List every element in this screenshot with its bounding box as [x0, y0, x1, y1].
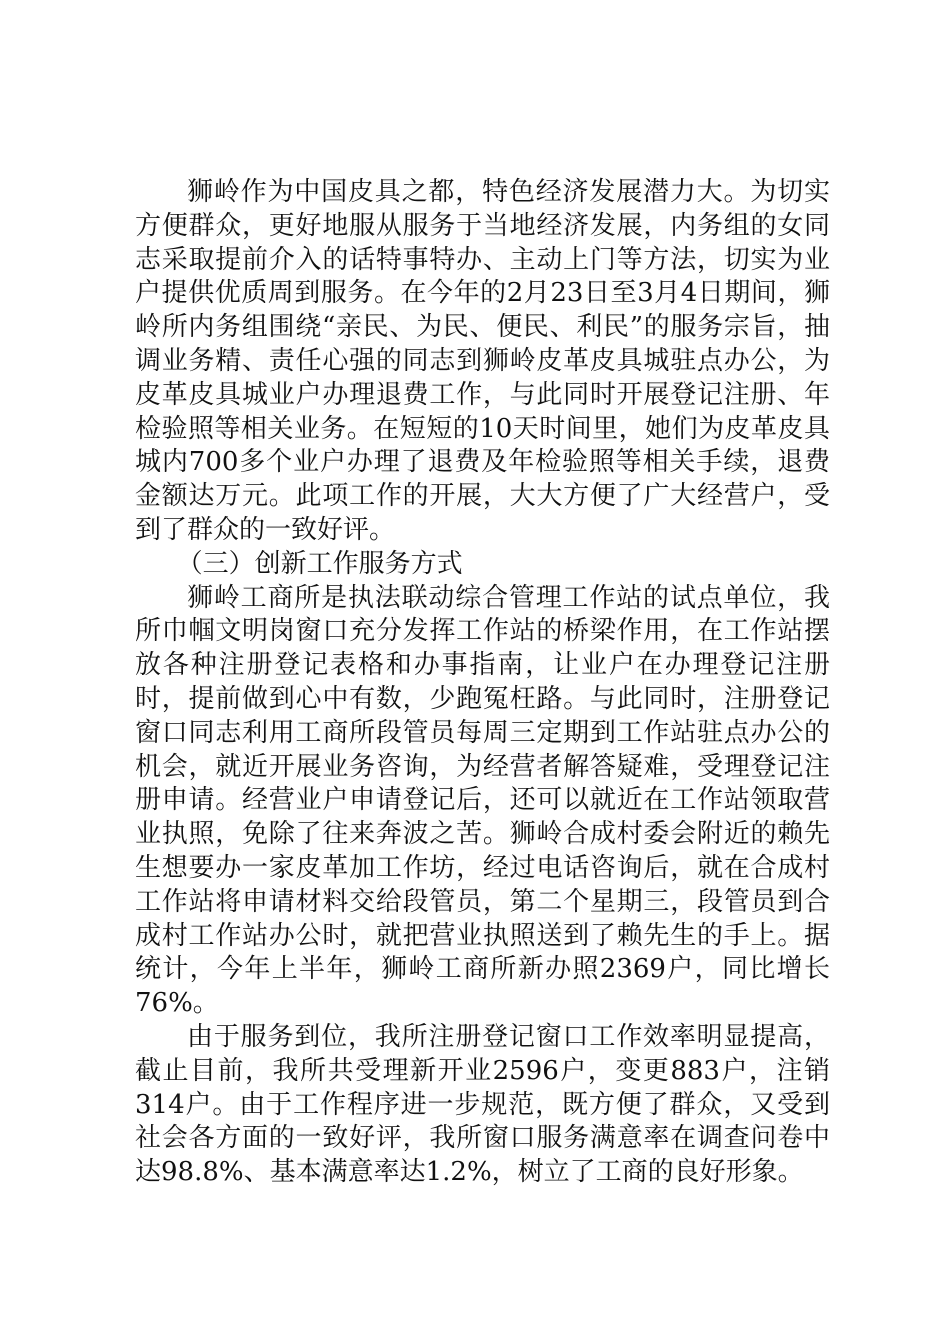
paragraph-service-convenience: 狮岭作为中国皮具之都，特色经济发展潜力大。为切实方便群众，更好地服从服务于当地经济发展，内务组的女同志采取提前介入的话特事特办、主动上门等方法，切实为业户提供优质周到服务。在今年的2月23日至3月4日期间，狮岭所内务组围绕“亲民、为民、便民、利民”的服务宗旨，抽调业务精、责任心强的同志到狮岭皮革皮具城驻点办公，为皮革皮具城业户办理退费工作，与此同时开展登记注册、年检验照等相关业务。在短短的10天时间里，她们为皮革皮具城内700多个业户办理了退费及年检验照等相关手续，退费金额达万元。此项工作的开展，大大方便了广大经营户，受到了群众的一致好评。	[135, 177, 830, 545]
paragraph-innovation: 狮岭工商所是执法联动综合管理工作站的试点单位，我所巾帼文明岗窗口充分发挥工作站的桥梁作用，在工作站摆放各种注册登记表格和办事指南，让业户在办理登记注册时，提前做到心中有数，少跑冤枉路。与此同时，注册登记窗口同志利用工商所段管员每周三定期到工作站驻点办公的机会，就近开展业务咨询，为经营者解答疑难，受理登记注册申请。经营业户申请登记后，还可以就近在工作站领取营业执照，免除了往来奔波之苦。狮岭合成村委会附近的赖先生想要办一家皮革加工作坊，经过电话咨询后，就在合成村工作站将申请材料交给段管员，第二个星期三，段管员到合成村工作站办公时，就把营业执照送到了赖先生的手上。据统计，今年上半年，狮岭工商所新办照2369户，同比增长76%。	[135, 582, 830, 1019]
document-page	[135, 176, 830, 1190]
section-heading: （三）创新工作服务方式	[176, 548, 463, 579]
paragraph-results: 由于服务到位，我所注册登记窗口工作效率明显提高，截止目前，我所共受理新开业2596户，变更883户，注销314户。由于工作程序进一步规范，既方便了群众，又受到社会各方面的一致好评，我所窗口服务满意率在调查问卷中达98.8%、基本满意率达1.2%，树立了工商的良好形象。	[135, 1021, 830, 1188]
